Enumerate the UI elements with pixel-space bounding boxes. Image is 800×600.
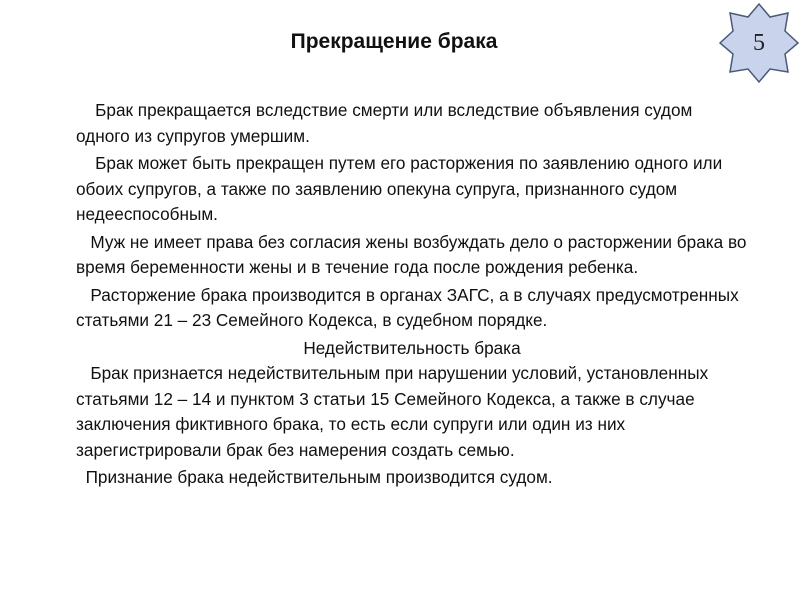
paragraph-invalidity-court: Признание брака недействительным производится судом. xyxy=(76,467,553,487)
paragraph-divorce-procedure: Расторжение брака производится в органах ЗАГС, а в случаях предусмотренных статьями 21 – 23 Семейного Кодекса, в судебном порядке. xyxy=(76,284,744,330)
paragraph-husband-restriction: Муж не имеет права без согласия жены возбуждать дело о расторжении брака во время беременности жены и в течение года после рождения ребенка. xyxy=(76,231,752,277)
paragraph-termination-divorce: Брак может быть прекращен путем его расторжения по заявлению одного или обоих супругов, а также по заявлению опекуна супруга, признанного судом недееспособным. xyxy=(76,153,727,224)
body-text xyxy=(76,98,752,491)
subheading-invalidity: Недействительность брака xyxy=(303,337,521,358)
paragraph-termination-death: Брак прекращается вследствие смерти или вследствие объявления судом одного из супругов умершим. xyxy=(76,100,698,146)
page-title: Прекращение брака xyxy=(290,30,498,53)
paragraph-invalidity-conditions: Брак признается недействительным при нарушении условий, установленных статьями 12 – 14 и пунктом 3 статьи 15 Семейного Кодекса, а также в случае заключения фиктивного брака, то есть если супруги или один из них зарегистрировали брак без намерения создать семью. xyxy=(76,363,713,460)
slide-number-badge xyxy=(718,2,800,84)
slide-number: 5 xyxy=(753,29,765,56)
